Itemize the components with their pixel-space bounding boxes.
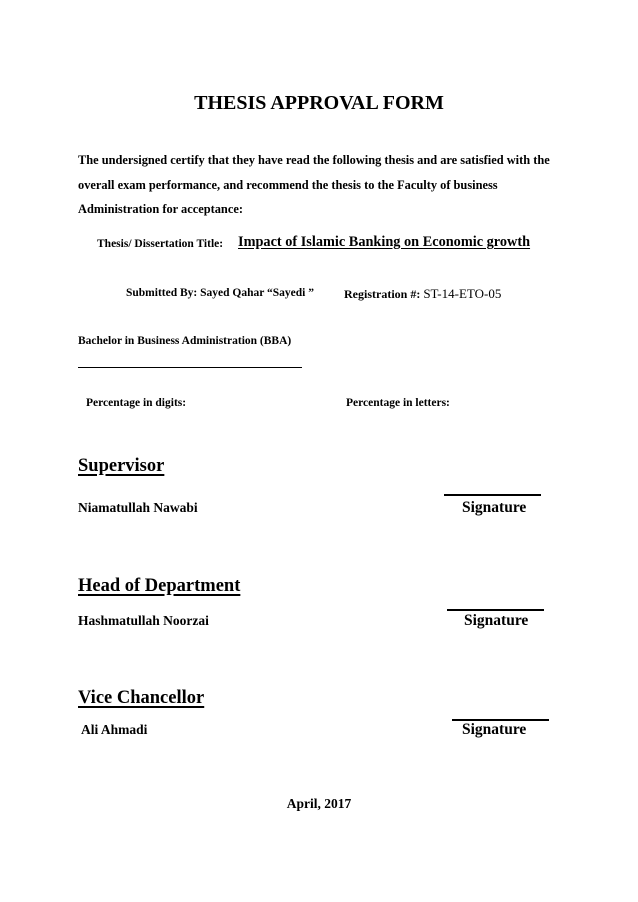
percentage-letters-label: Percentage in letters:: [346, 397, 450, 409]
thesis-title-value: Impact of Islamic Banking on Economic growth: [238, 234, 531, 250]
registration-value: ST-14-ETO-05: [423, 286, 502, 301]
form-date: April, 2017: [286, 796, 352, 811]
supervisor-heading: Supervisor: [78, 456, 165, 476]
registration-number: [344, 286, 501, 302]
vc-name: Ali Ahmadi: [81, 722, 148, 737]
vice-chancellor-heading: Vice Chancellor: [78, 688, 205, 708]
percentage-digits-label: Percentage in digits:: [86, 397, 187, 409]
supervisor-signature-line: [444, 494, 541, 496]
supervisor-name: Niamatullah Nawabi: [78, 500, 198, 515]
certification-paragraph: The undersigned certify that they have read the following thesis and are satisfied with the overall exam performance, and recommend the thesis to the Faculty of business Administration for acceptance:: [78, 153, 550, 216]
hod-name: Hashmatullah Noorzai: [78, 613, 209, 628]
registration-label: Registration #:: [344, 287, 421, 301]
thesis-title-label: Thesis/ Dissertation Title:: [97, 238, 224, 250]
degree-rule-line: [78, 367, 302, 368]
hod-signature-label: Signature: [464, 612, 529, 629]
vc-signature-label: Signature: [462, 721, 527, 738]
submitted-by: [126, 287, 314, 299]
submitted-by-label: Submitted By: Sayed Qahar: [126, 287, 265, 299]
head-of-department-heading: Head of Department: [78, 576, 241, 596]
degree-name: Bachelor in Business Administration (BBA): [78, 335, 292, 347]
hod-signature-line: [447, 609, 544, 611]
supervisor-signature-label: Signature: [462, 499, 527, 516]
submitted-by-nickname: “Sayedi ”: [267, 287, 314, 299]
form-title: THESIS APPROVAL FORM: [194, 92, 444, 114]
